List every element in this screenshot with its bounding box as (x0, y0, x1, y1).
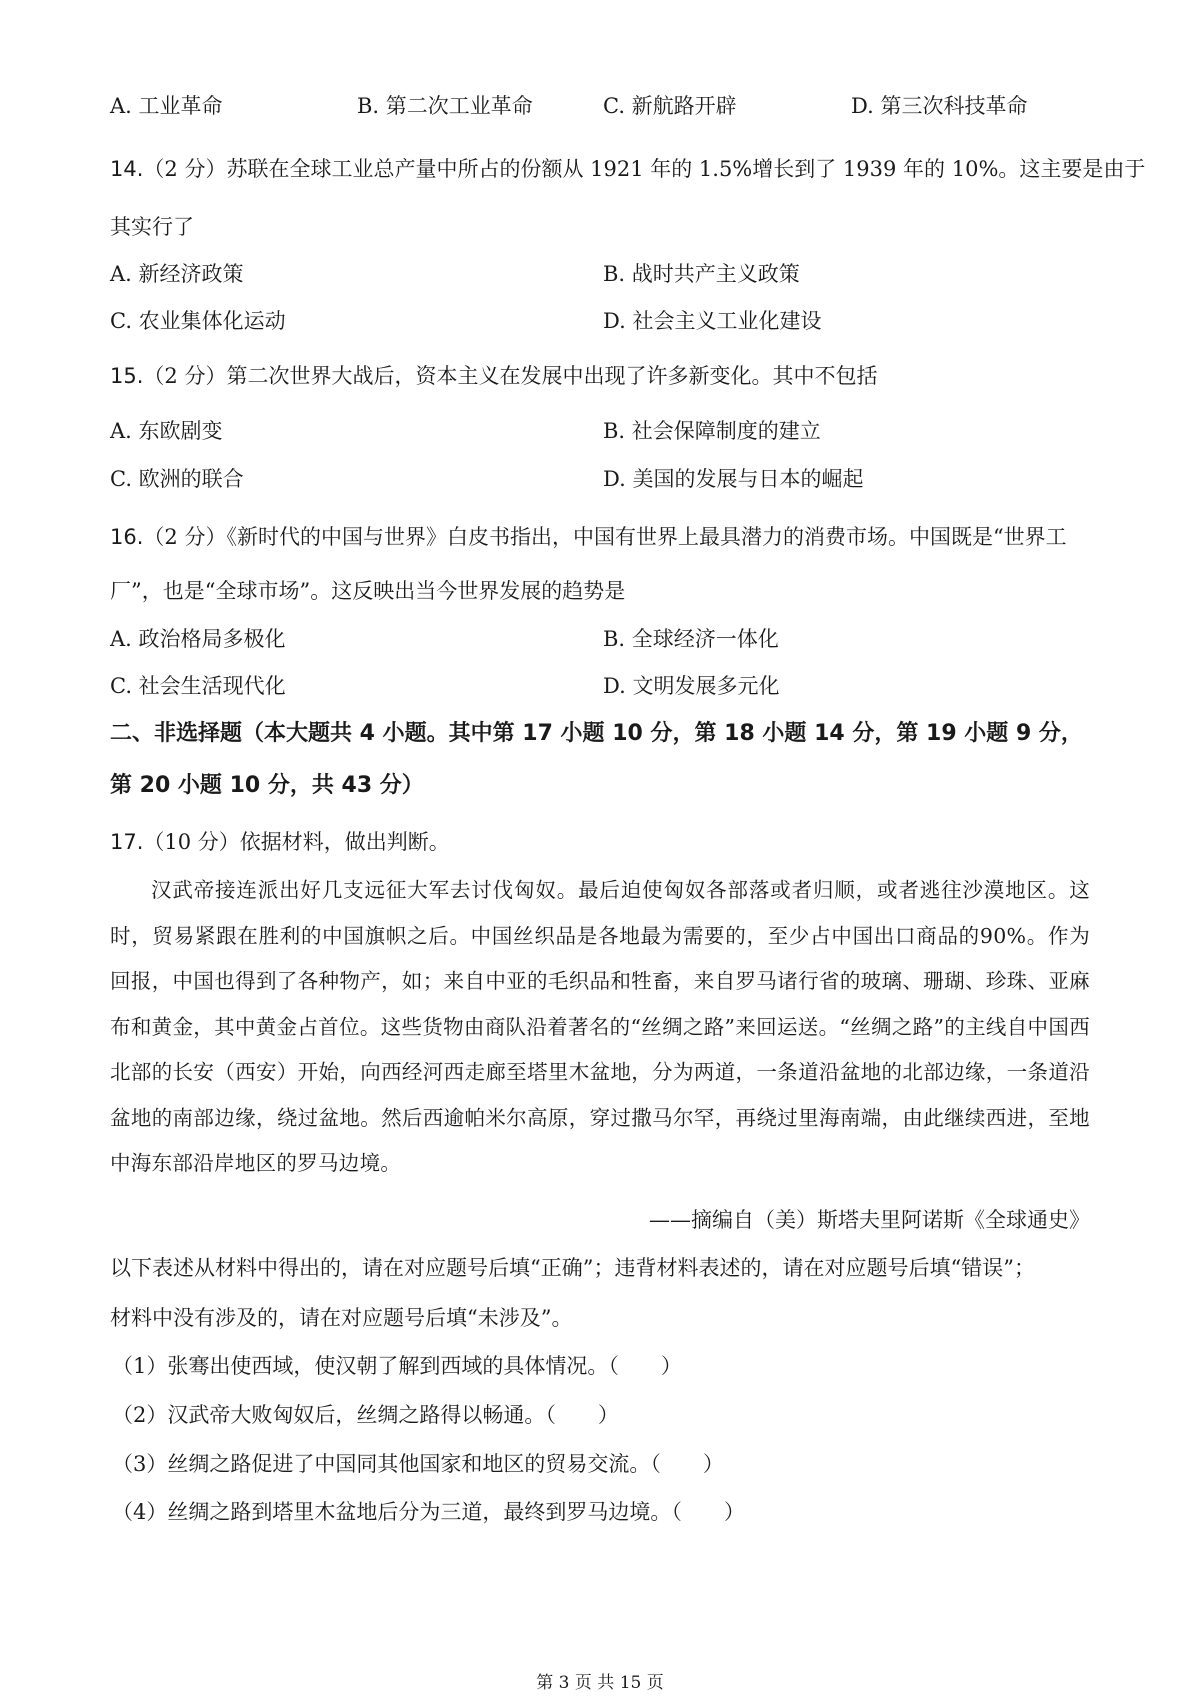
q17-item-4: （4）丝绸之路到塔里木盆地后分为三道，最终到罗马边境。（ ） (112, 1500, 745, 1524)
q15-option-a: A. 东欧剧变 (110, 419, 223, 443)
q16-option-a: A. 政治格局多极化 (110, 627, 286, 651)
section2-heading-line1: 二、非选择题（本大题共 4 小题。其中第 17 小题 10 分，第 18 小题 14 分，第 19 小题 9 分， (110, 721, 1083, 746)
q17-instruction-line1: 以下表述从材料中得出的，请在对应题号后填“正确”；违背材料表述的，请在对应题号后填“错误”； (110, 1256, 1035, 1280)
q17-number: 17. (110, 830, 144, 854)
q16-stem-text: （2 分）《新时代的中国与世界》白皮书指出，中国有世界上最具潜力的消费市场。中国既是“世界工 (143, 525, 1067, 549)
q17-material-passage: 汉武帝接连派出好几支远征大军去讨伐匈奴。最后迫使匈奴各部落或者归顺，或者逃往沙漠地区。这时，贸易紧跟在胜利的中国旗帜之后。中国丝织品是各地最为需要的，至少占中国出口商品的90%。作为回报，中国也得到了各种物产，如；来自中亚的毛织品和牲畜，来自罗马诸行省的玻璃、珊瑚、珍珠、亚麻布和黄金，其中黄金占首位。这些货物由商队沿着著名的“丝绸之路”来回运送。“丝绸之路”的主线自中国西北部的长安（西安）开始，向西经河西走廊至塔里木盆地，分为两道，一条道沿盆地的北部边缘，一条道沿盆地的南部边缘，绕过盆地。然后西逾帕米尔高原，穿过撒马尔罕，再绕过里海南端，由此继续西进，至地中海东部沿岸地区的罗马边境。 (110, 878, 1090, 1175)
q16-stem-line2: 厂”，也是“全球市场”。这反映出当今世界发展的趋势是 (110, 579, 626, 603)
q17-material-source: ——摘编自（美）斯塔夫里阿诺斯《全球通史》 (649, 1208, 1090, 1232)
q13-option-c: C. 新航路开辟 (603, 94, 737, 118)
q17-instruction-line2: 材料中没有涉及的，请在对应题号后填“未涉及”。 (110, 1306, 573, 1330)
q15-option-b: B. 社会保障制度的建立 (603, 419, 821, 443)
q14-number: 14. (110, 157, 144, 181)
q16-option-b: B. 全球经济一体化 (603, 627, 779, 651)
q16-stem-line1 (110, 522, 1067, 552)
q14-stem-line1 (110, 154, 1145, 184)
q17-item-1: （1）张骞出使西域，使汉朝了解到西域的具体情况。（ ） (112, 1354, 682, 1378)
q14-stem-line2: 其实行了 (110, 215, 194, 239)
q16-option-c: C. 社会生活现代化 (110, 674, 286, 698)
q17-item-3: （3）丝绸之路促进了中国同其他国家和地区的贸易交流。（ ） (112, 1452, 724, 1476)
q16-number: 16. (110, 525, 144, 549)
q14-option-a: A. 新经济政策 (110, 262, 244, 286)
q17-item-2: （2）汉武帝大败匈奴后，丝绸之路得以畅通。（ ） (112, 1403, 619, 1427)
q13-option-a: A. 工业革命 (110, 94, 223, 118)
page-footer: 第 3 页 共 15 页 (536, 1673, 664, 1693)
q15-stem-line (110, 361, 877, 391)
q17-stem-text: （10 分）依据材料，做出判断。 (143, 830, 450, 854)
q13-option-b: B. 第二次工业革命 (357, 94, 533, 118)
q15-number: 15. (110, 364, 144, 388)
q15-option-c: C. 欧洲的联合 (110, 467, 244, 491)
q14-option-c: C. 农业集体化运动 (110, 309, 286, 333)
q17-stem-line (110, 827, 450, 857)
section2-heading-line2: 第 20 小题 10 分，共 43 分） (110, 773, 424, 798)
q14-option-d: D. 社会主义工业化建设 (603, 309, 822, 333)
q15-stem-text: （2 分）第二次世界大战后，资本主义在发展中出现了许多新变化。其中不包括 (143, 364, 878, 388)
q14-option-b: B. 战时共产主义政策 (603, 262, 800, 286)
q14-stem-text: （2 分）苏联在全球工业总产量中所占的份额从 1921 年的 1.5%增长到了 1939 年的 10%。这主要是由于 (143, 157, 1146, 181)
q13-option-d: D. 第三次科技革命 (851, 94, 1028, 118)
q16-option-d: D. 文明发展多元化 (603, 674, 780, 698)
q15-option-d: D. 美国的发展与日本的崛起 (603, 467, 864, 491)
